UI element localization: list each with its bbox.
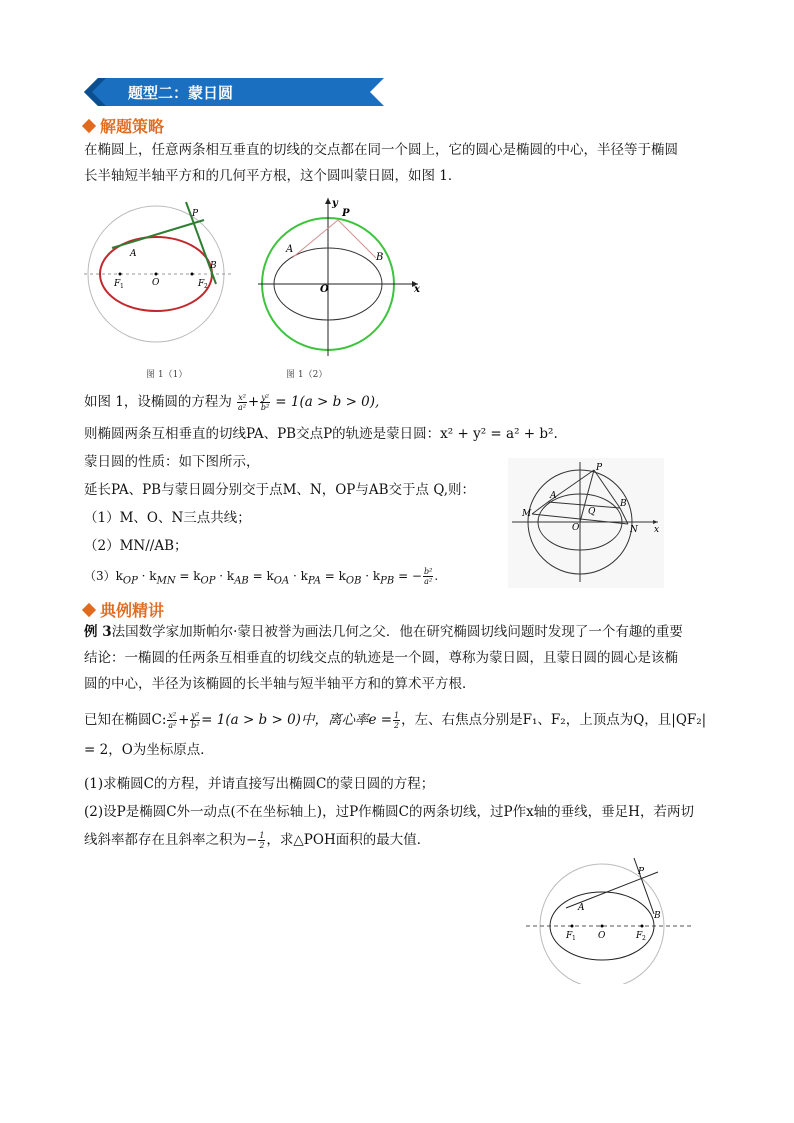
section-banner (84, 78, 384, 106)
svg-text:F: F (636, 931, 643, 941)
svg-text:O: O (152, 278, 160, 288)
property-2: （2）MN//AB； (84, 538, 188, 554)
question-2-line-1: (2)设P是椭圆C外一动点(不在坐标轴上)，过P作椭圆C的两条切线，过P作x轴的垂线，垂足H，若两切 (84, 804, 694, 820)
svg-text:O: O (320, 284, 329, 295)
figure-example (526, 854, 698, 984)
banner-title: 题型二：蒙日圆 (128, 84, 234, 102)
example-line-3: 圆的中心，半径为该椭圆的长半轴与短半轴平方和的算术平方根． (84, 676, 476, 692)
diamond-icon (82, 603, 96, 617)
properties-extend: 延长PA、PB与蒙日圆分别交于点M、N，OP与AB交于点 Q,则： (84, 482, 476, 498)
question-2-line-2: 线斜率都存在且斜率之积为− $\frac{1}{2}$ ，求△POH面积的最大值． (84, 831, 431, 850)
examples-heading-text: 典例精讲 (100, 601, 165, 620)
figure-1-2-caption: 图 1（2） (286, 370, 328, 380)
svg-text:A: A (578, 903, 585, 913)
intro-line-1: 在椭圆上，任意两条相互垂直的切线的交点都在同一个圆上，它的圆心是椭圆的中心，半径等于椭圆 (84, 142, 678, 158)
svg-text:M: M (522, 509, 532, 519)
example-line-1: 例 3法国数学家加斯帕尔·蒙日被誉为画法几何之父．他在研究椭圆切线问题时发现了一个有趣的重要 (84, 624, 683, 640)
svg-text:B: B (376, 252, 384, 263)
properties-title: 蒙日圆的性质：如下图所示， (84, 454, 260, 470)
example-line-2: 结论：一椭圆的任两条互相垂直的切线交点的轨迹是一个圆，尊称为蒙日圆，且蒙日圆的圆心是该椭 (84, 650, 678, 666)
svg-text:A: A (130, 249, 137, 259)
strategy-heading-text: 解题策略 (100, 117, 165, 136)
svg-text:A: A (550, 491, 557, 501)
figure-1-1-caption: 图 1（1） (146, 370, 188, 380)
svg-text:y: y (332, 198, 338, 209)
property-3: $(3)k_{OP} \cdot k_{MN} = k_{OP} \cdot k_{AB} = k_{OA} \cdot k_{PA} = k_{OB} \cdot k_{PB}$ = − $\frac{\text{b²}}{\text{a²}}$ . (84, 567, 439, 587)
question-1: (1)求椭圆C的方程，并请直接写出椭圆C的蒙日圆的方程； (84, 776, 435, 792)
example-line-5: = 2，O为坐标原点． (84, 742, 214, 758)
svg-text:B: B (210, 261, 217, 271)
figure-1-1 (84, 198, 244, 358)
svg-text:1: 1 (572, 935, 576, 942)
svg-text:P: P (596, 463, 603, 473)
svg-text:P: P (192, 209, 199, 219)
svg-text:P: P (342, 208, 350, 219)
figure-1-2 (258, 196, 428, 356)
svg-text:B: B (654, 911, 661, 921)
locus-line: 则椭圆两条互相垂直的切线PA、PB交点P的轨迹是蒙日圆：x² + y² = a² + b². (84, 426, 558, 442)
svg-text:x: x (654, 525, 660, 535)
svg-text:O: O (572, 523, 580, 533)
svg-text:x: x (414, 284, 420, 295)
svg-text:N: N (630, 525, 638, 535)
svg-text:2: 2 (642, 935, 646, 942)
svg-text:F: F (566, 931, 573, 941)
svg-text:2: 2 (204, 283, 208, 290)
svg-text:B: B (620, 499, 627, 509)
examples-heading (84, 598, 164, 621)
diamond-icon (82, 119, 96, 133)
svg-text:F: F (114, 279, 121, 289)
svg-text:1: 1 (120, 283, 124, 290)
intro-line-2: 长半轴短半轴平方和的几何平方根，这个圆叫蒙日圆，如图 1． (84, 168, 462, 184)
svg-text:O: O (598, 931, 606, 941)
svg-text:A: A (286, 244, 294, 255)
figure-properties (508, 458, 664, 588)
svg-text:P: P (638, 867, 645, 877)
example-line-4: 已知在椭圆C: $\frac{\text{x²}}{\text{a²}}$ + $\frac{\text{y²}}{\text{b²}}$ = 1(a > b > 0)中，离心率e = $\frac{1}{2}$ ，左、右焦点分别是F₁、F₂，上顶点为Q，且|QF₂| (84, 711, 707, 730)
property-1: （1）M、O、N三点共线； (84, 510, 251, 526)
svg-text:F: F (198, 279, 205, 289)
ellipse-equation-line: 如图 1，设椭圆的方程为 $\frac{\text{x²}}{\text{a²}}$ + $\frac{\text{y²}}{\text{b²}}$ = 1(a > b > 0), (84, 393, 380, 412)
svg-text:Q: Q (588, 507, 596, 517)
strategy-heading (84, 114, 164, 137)
